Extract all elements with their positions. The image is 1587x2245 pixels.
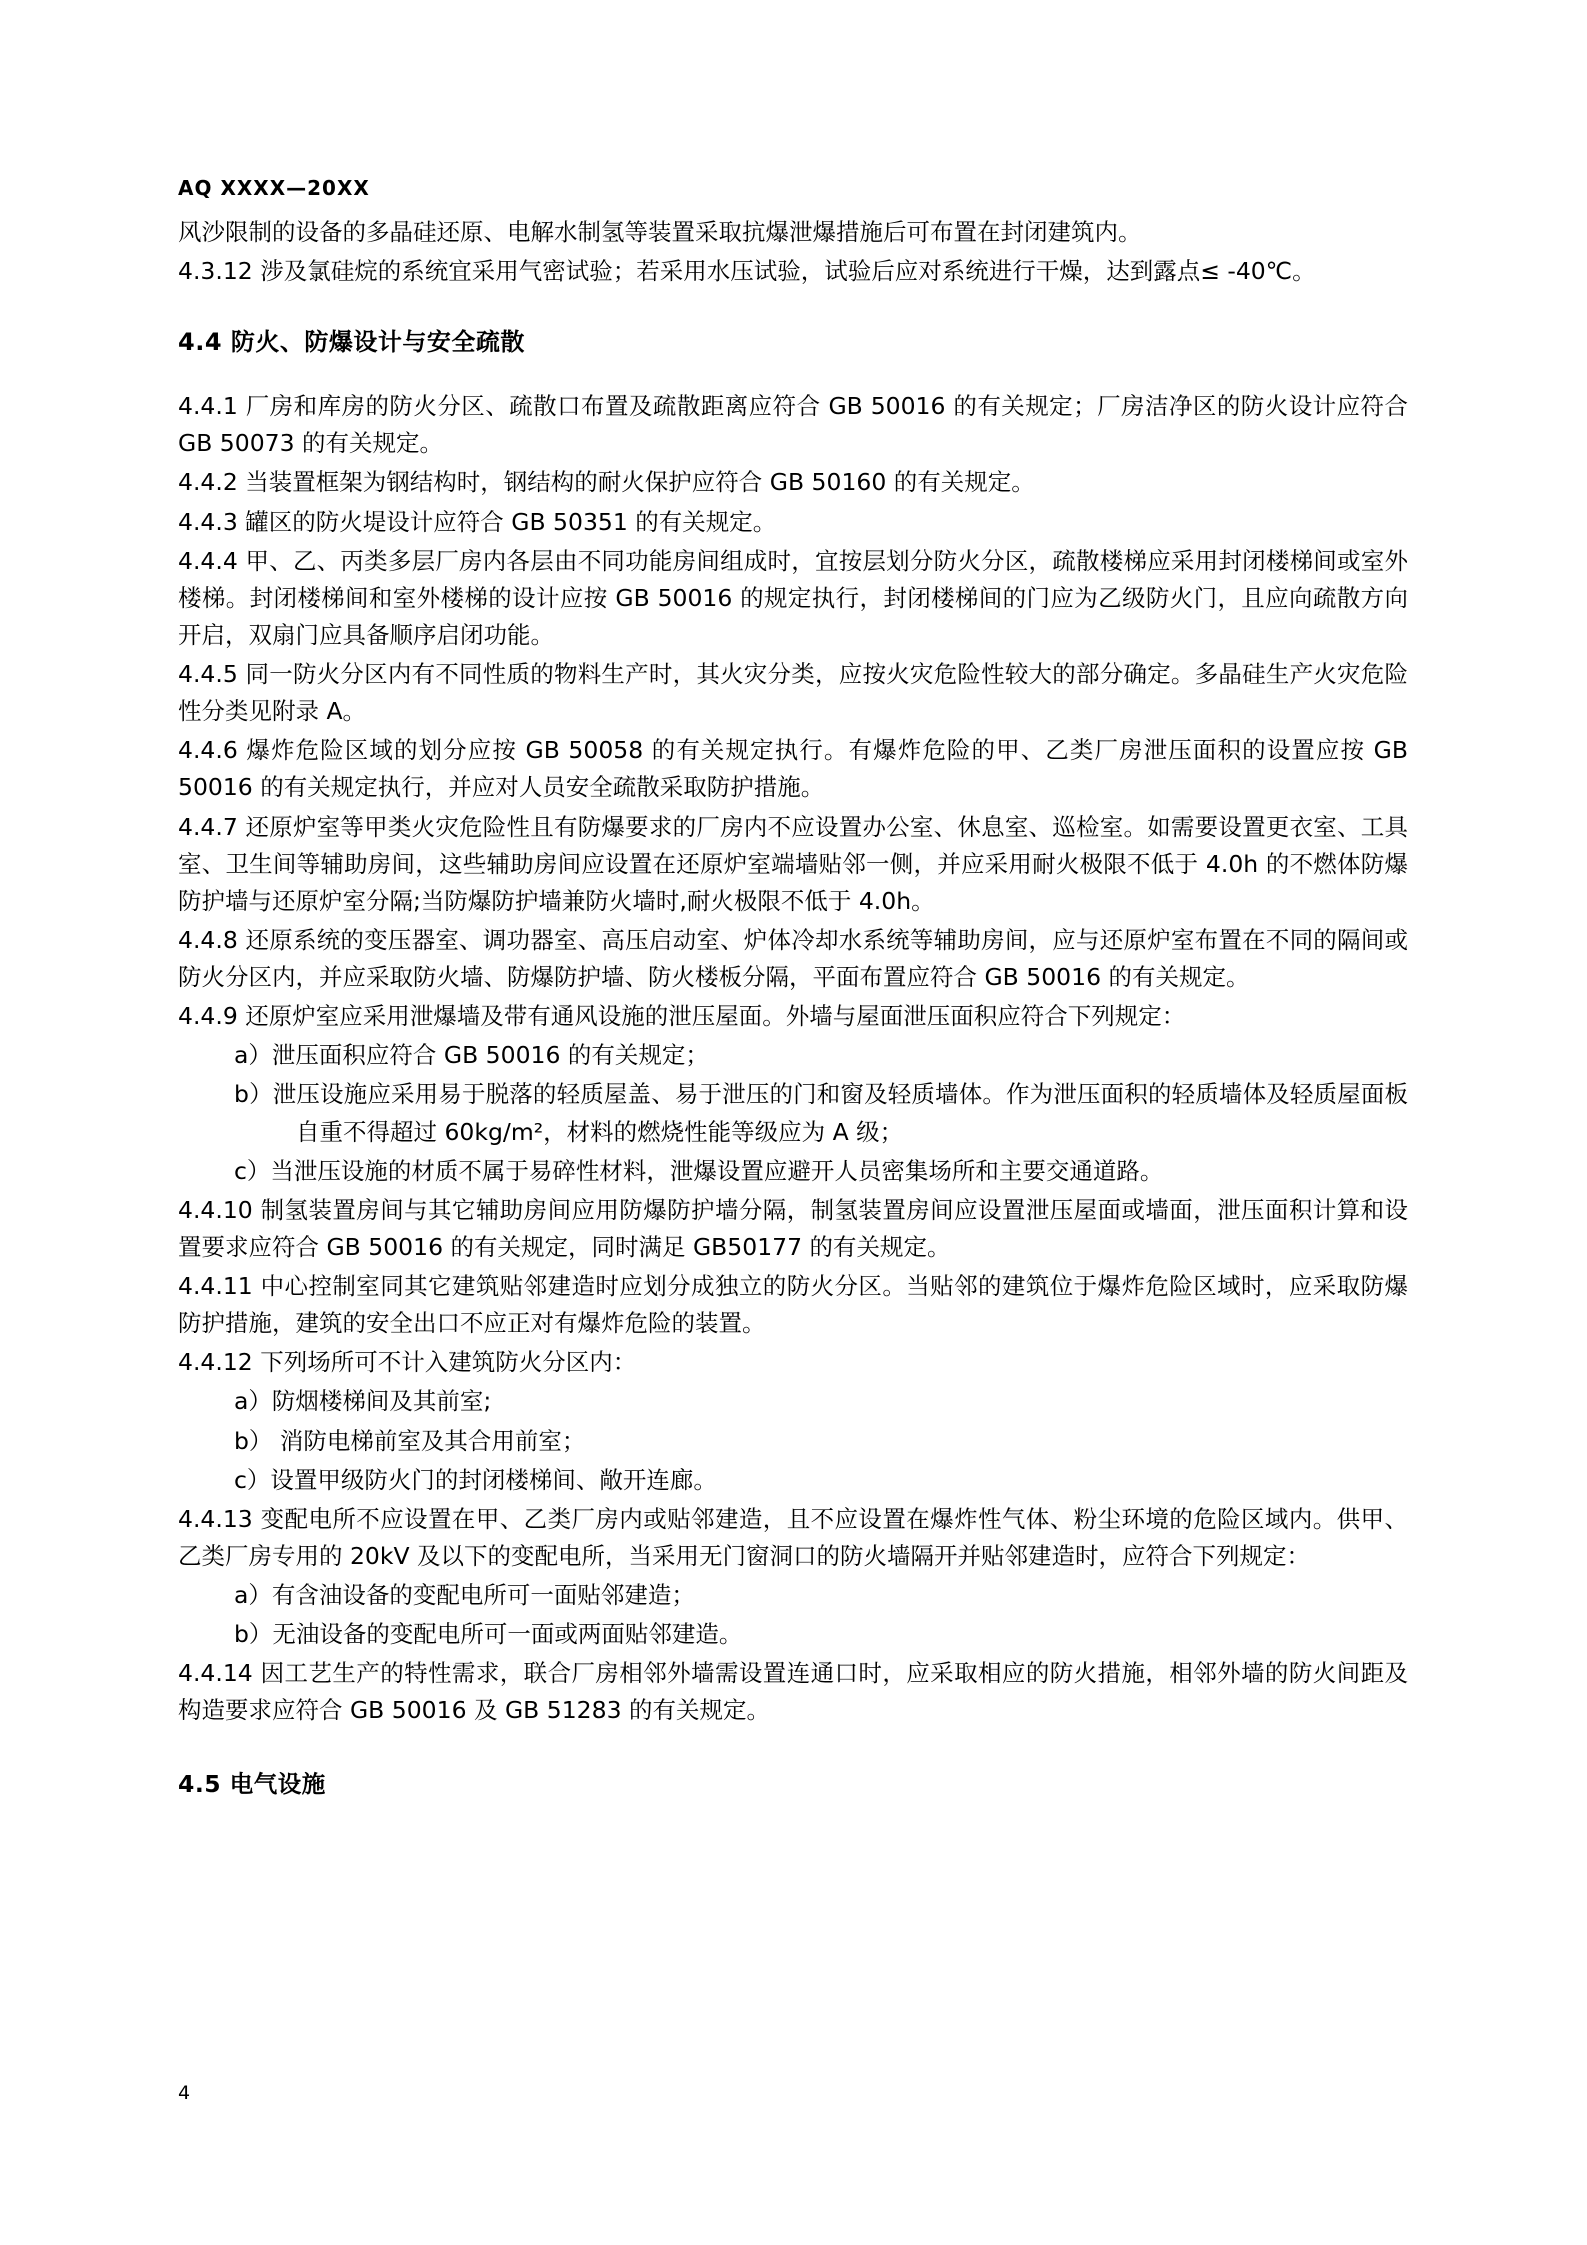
clause-4-4-12-item-a: a）防烟楼梯间及其前室; [234,1387,492,1416]
clause-4-4-12-item-b: b） 消防电梯前室及其合用前室； [234,1426,586,1455]
clause-4-4-14: 4.4.14 因工艺生产的特性需求，联合厂房相邻外墙需设置连通口时，应采取相应的防火措施，相邻外墙的防火间距及构造要求应符合 GB 50016 及 GB 51283 的有关规定。 [178,1659,1408,1725]
clause-4-4-9-item-b: b）泄压设施应采用易于脱落的轻质屋盖、易于泄压的门和窗及轻质墙体。作为泄压面积的轻质墙体及轻质屋面板自重不得超过 60kg/m²，材料的燃烧性能等级应为 A 级； [234,1080,1408,1146]
standard-code-header: AQ XXXX—20XX [178,176,370,200]
page-content [178,176,1408,1803]
clause-4-4-6: 4.4.6 爆炸危险区域的划分应按 GB 50058 的有关规定执行。有爆炸危险的甲、乙类厂房泄压面积的设置应按 GB 50016 的有关规定执行，并应对人员安全疏散采取防护措施。 [178,736,1408,802]
clause-4-4-12-item-c: c）设置甲级防火门的封闭楼梯间、敞开连廊。 [234,1465,717,1494]
clause-4-4-7: 4.4.7 还原炉室等甲类火灾危险性且有防爆要求的厂房内不应设置办公室、休息室、巡检室。如需要设置更衣室、工具室、卫生间等辅助房间，这些辅助房间应设置在还原炉室端墙贴邻一侧，并应采用耐火极限不低于 4.0h 的不燃体防爆防护墙与还原炉室分隔;当防爆防护墙兼防火墙时,耐火极限不低于 4.0h。 [178,812,1408,915]
clause-4-4-4: 4.4.4 甲、乙、丙类多层厂房内各层由不同功能房间组成时，宜按层划分防火分区，疏散楼梯应采用封闭楼梯间或室外楼梯。封闭楼梯间和室外楼梯的设计应按 GB 50016 的规定执行，封闭楼梯间的门应为乙级防火门，且应向疏散方向开启，双扇门应具备顺序启闭功能。 [178,546,1408,649]
section-heading-4-4: 4.4 防火、防爆设计与安全疏散 [178,328,525,357]
paragraph-intro: 风沙限制的设备的多晶硅还原、电解水制氢等装置采取抗爆泄爆措施后可布置在封闭建筑内。 [178,218,1142,246]
clause-4-4-13-item-b: b）无油设备的变配电所可一面或两面贴邻建造。 [234,1620,743,1649]
clause-4-4-13-item-a: a）有含油设备的变配电所可一面贴邻建造； [234,1581,695,1610]
page-number: 4 [178,2082,191,2104]
clause-4-4-5: 4.4.5 同一防火分区内有不同性质的物料生产时，其火灾分类，应按火灾危险性较大的部分确定。多晶硅生产火灾危险性分类见附录 A。 [178,660,1408,726]
clause-4-4-9: 4.4.9 还原炉室应采用泄爆墙及带有通风设施的泄压屋面。外墙与屋面泄压面积应符合下列规定： [178,1002,1186,1031]
clause-4-4-1: 4.4.1 厂房和库房的防火分区、疏散口布置及疏散距离应符合 GB 50016 的有关规定；厂房洁净区的防火设计应符合 GB 50073 的有关规定。 [178,392,1408,458]
clause-4-4-10: 4.4.10 制氢装置房间与其它辅助房间应用防爆防护墙分隔，制氢装置房间应设置泄压屋面或墙面，泄压面积计算和设置要求应符合 GB 50016 的有关规定，同时满足 GB50177 的有关规定。 [178,1195,1408,1261]
clause-4-3-12: 4.3.12 涉及氯硅烷的系统宜采用气密试验；若采用水压试验，试验后应对系统进行干燥，达到露点≤ -40℃。 [178,257,1316,286]
section-heading-4-5: 4.5 电气设施 [178,1769,326,1798]
clause-4-4-11: 4.4.11 中心控制室同其它建筑贴邻建造时应划分成独立的防火分区。当贴邻的建筑位于爆炸危险区域时，应采取防爆防护措施，建筑的安全出口不应正对有爆炸危险的装置。 [178,1272,1408,1338]
clause-4-4-9-item-c: c）当泄压设施的材质不属于易碎性材料，泄爆设置应避开人员密集场所和主要交通道路。 [234,1156,1164,1185]
clause-4-4-2: 4.4.2 当装置框架为钢结构时，钢结构的耐火保护应符合 GB 50160 的有关规定。 [178,468,1035,497]
clause-4-4-13: 4.4.13 变配电所不应设置在甲、乙类厂房内或贴邻建造，且不应设置在爆炸性气体、粉尘环境的危险区域内。供甲、乙类厂房专用的 20kV 及以下的变配电所，当采用无门窗洞口的防火墙隔开并贴邻建造时，应符合下列规定： [178,1504,1408,1570]
clause-4-4-8: 4.4.8 还原系统的变压器室、调功器室、高压启动室、炉体冷却水系统等辅助房间，应与还原炉室布置在不同的隔间或防火分区内，并应采取防火墙、防爆防护墙、防火楼板分隔，平面布置应符合 GB 50016 的有关规定。 [178,925,1408,992]
clause-4-4-12: 4.4.12 下列场所可不计入建筑防火分区内： [178,1348,637,1377]
clause-4-4-3: 4.4.3 罐区的防火堤设计应符合 GB 50351 的有关规定。 [178,507,777,536]
clause-4-4-9-item-a: a）泄压面积应符合 GB 50016 的有关规定； [234,1041,709,1070]
